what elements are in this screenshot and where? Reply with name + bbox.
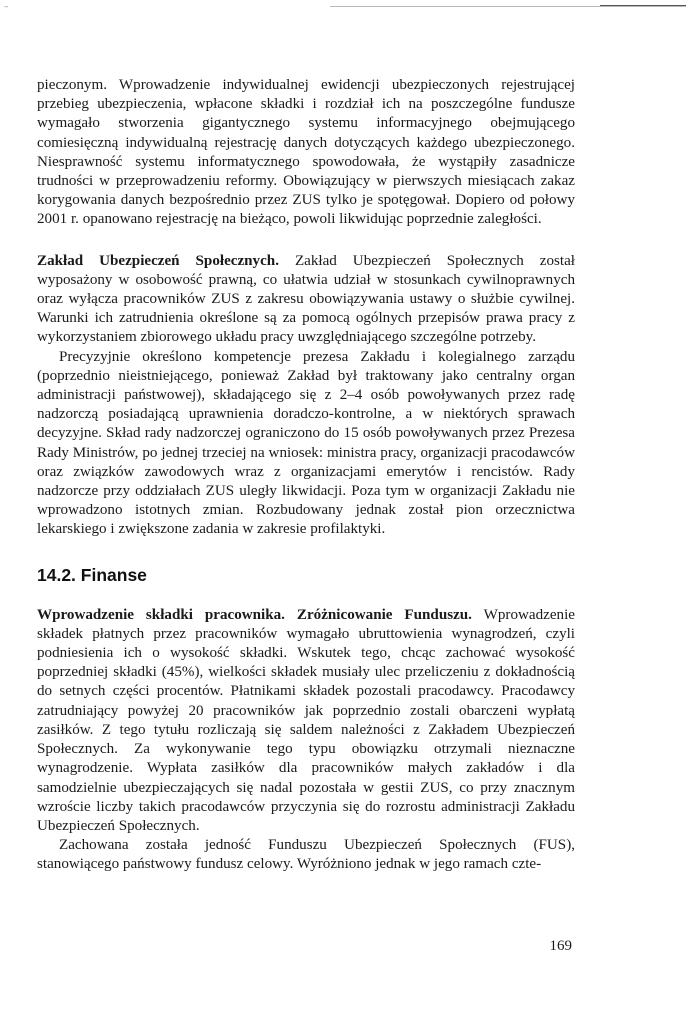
finance-paragraph-text: Wprowadzenie składek płatnych przez pracowników wymagało ubruttowienia wynagrodzeń, czyli podniesienia ich o wysokość składki. Wskutek tego, chcąc zachować wysokość poprzedniej składki (45%), wielkości składek musiały ulec przeliczeniu z dokładnością do setnych części procentów. Płatnikami składek pozostali pracodawcy. Pracodawcy zatrudniający powyżej 20 pracowników jak poprzednio zostali obarczeni wypłatą zasiłków. Z tego tytułu rozliczają się saldem należności z Zakładem Ubezpieczeń Społecznych. Za wykonywanie tego typu obowiązku otrzymali nieznaczne wynagrodzenie. Wypłata zasiłków dla pracowników małych zakładów i dla samodzielnie ubezpieczających się nadal pozostała w gestii ZUS, co przy znacznym wzroście liczby takich pracodawców przyczynia się do rozrostu administracji Zakładu Ubezpieczeń Społecznych. (37, 606, 575, 834)
top-edge-rule (330, 6, 686, 7)
zus-paragraph-text: Zakład Ubezpieczeń Społecznych został wyposażony w osobowość prawną, co ułatwia udział w stosunkach cywilnoprawnych oraz wyłącza pracowników ZUS z zakresu obowiązywania ustawy o służbie cywilnej. Warunki ich zatrudnienia określone są za pomocą ogólnych przepisów prawa pracy z wykorzystaniem zbiorowego układu pracy uwzględniającego szczególne potrzeby. (37, 252, 575, 346)
zus-run-in-heading: Zakład Ubezpieczeń Społecznych. (37, 252, 279, 269)
page-number: 169 (549, 938, 572, 954)
spacer (37, 586, 575, 606)
finance-run-in-heading: Wprowadzenie składki pracownika. Zróżnicowanie Funduszu. (37, 606, 472, 623)
zus-paragraph (37, 252, 575, 348)
finance-paragraph (37, 606, 575, 836)
intro-paragraph: pieczonym. Wprowadzenie indywidualnej ewidencji ubezpieczonych rejestrującej przebieg ubezpieczenia, wpłacone składki i rozdział ich na poszczególne fundusze wymagało stworzenia gigantycznego systemu informacyjnego obejmującego comiesięczną indywidualną rejestrację danych dotyczących każdego ubezpieczonego. Niesprawność systemu informatycznego spowodowała, że wystąpiły zasadnicze trudności w przeprowadzeniu reformy. Obowiązujący w pierwszych miesiącach zakaz korygowania danych bezpośrednio przez ZUS tylko je spotęgował. Dopiero od połowy 2001 r. opanowano rejestrację na bieżąco, powoli likwidując poprzednie zaległości. (37, 77, 575, 228)
top-edge-rule-dark (600, 5, 686, 6)
section-title: 14.2. Finanse (37, 564, 147, 585)
finance-paragraph-2: Zachowana została jedność Funduszu Ubezpieczeń Społecznych (FUS), stanowiącego państwowy fundusz celowy. Wyróżniono jednak w jego ramach czte- (37, 837, 575, 873)
spacer (37, 230, 575, 252)
zus-paragraph-2: Precyzyjnie określono kompetencje prezesa Zakładu i kolegialnego zarządu (poprzednio nieistniejącego, ponieważ Zakład był traktowany jako centralny organ administracji państwowej), składającego się z 2–4 osób powoływanych przez radę nadzorczą posiadającą uprawnienia doradczo-kontrolne, a w niektórych sprawach decyzyjne. Skład rady nadzorczej ograniczono do 15 osób powoływanych przez Prezesa Rady Ministrów, po jednej trzeciej na wniosek: ministra pracy, organizacji pracodawców oraz związków zawodowych wraz z organizacjami emerytów i rencistów. Rady nadzorcze przy oddziałach ZUS uległy likwidacji. Poza tym w organizacji Zakładu nie wprowadzono istotnych zmian. Rozbudowany jednak został pion orzecznictwa lekarskiego i zwiększone zadania w zakresie profilaktyki. (37, 348, 575, 538)
corner-mark: – (4, 2, 9, 12)
spacer (37, 540, 575, 564)
page-body (37, 76, 575, 875)
